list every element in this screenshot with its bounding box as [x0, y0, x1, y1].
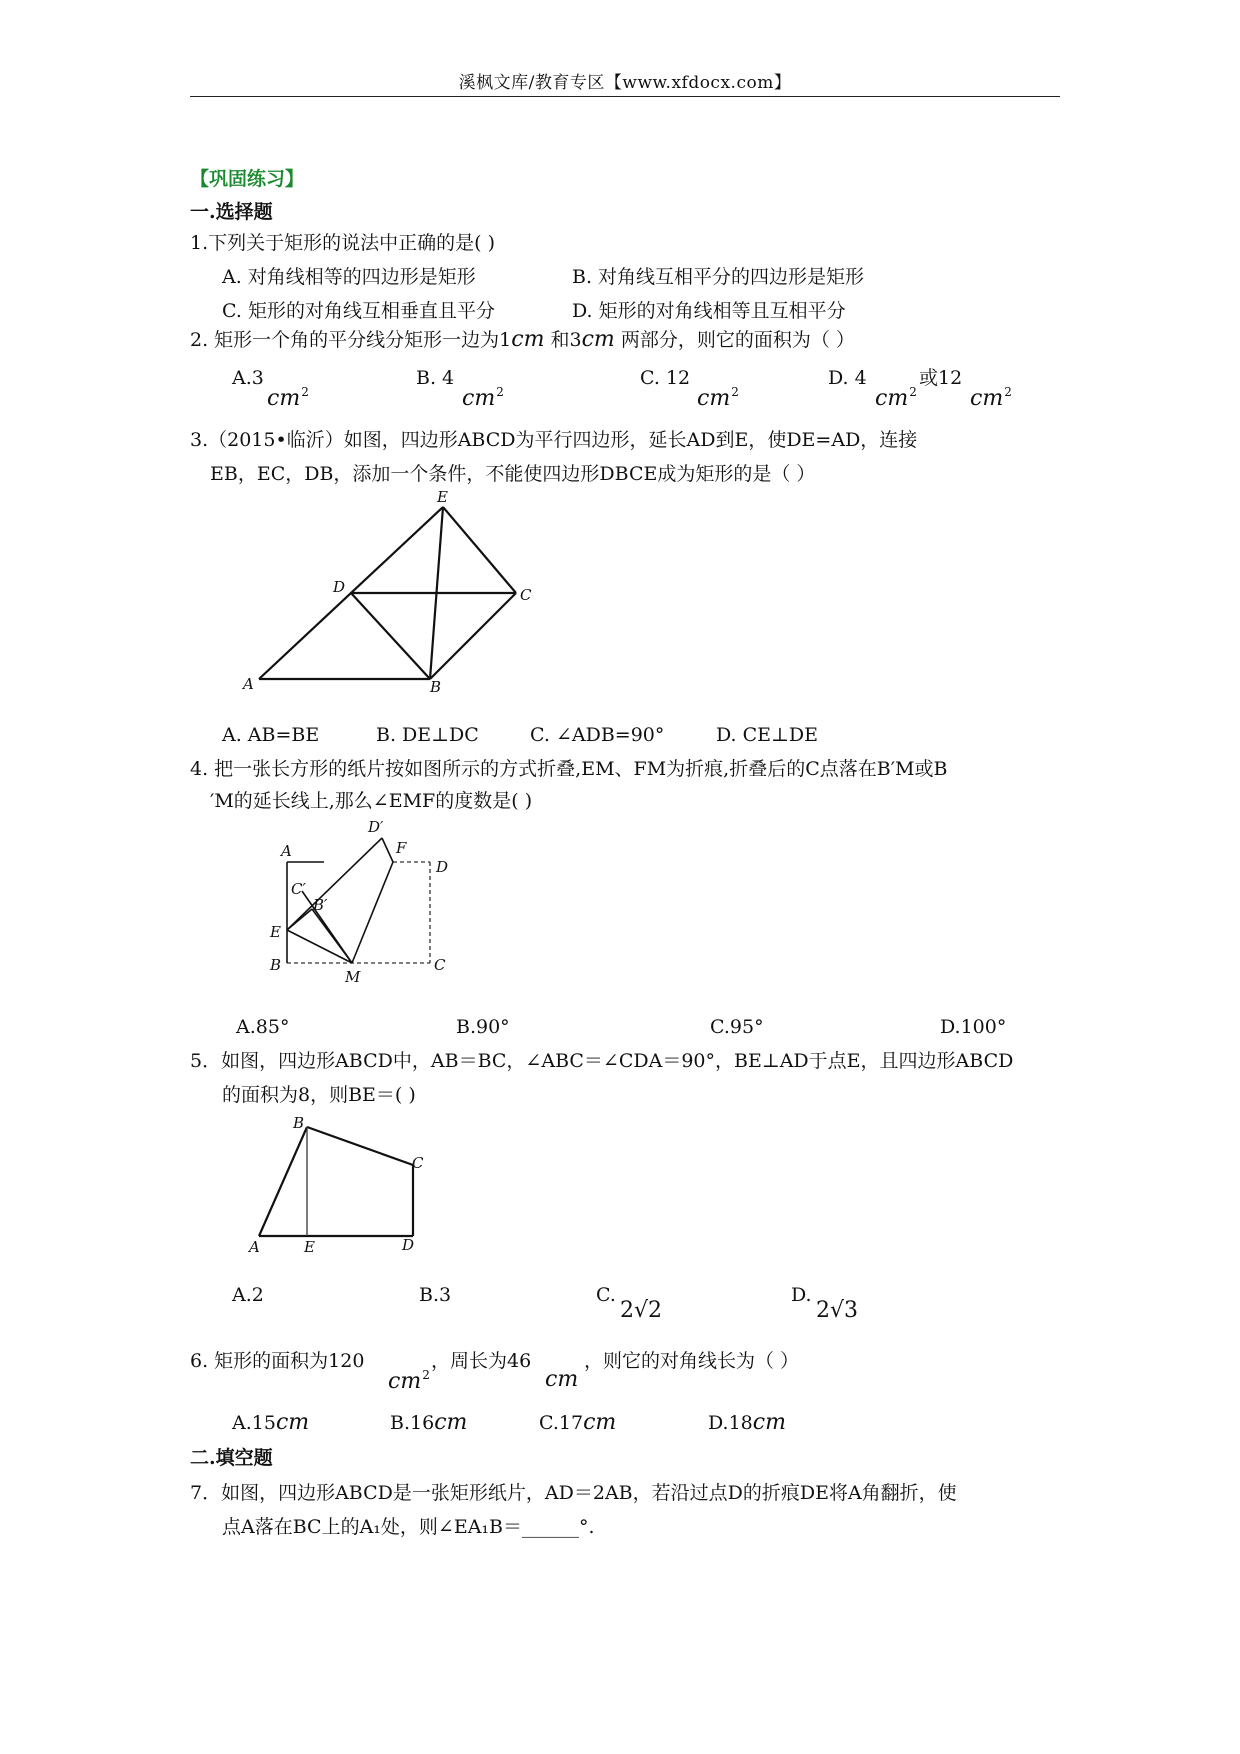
q5-label-b: B	[293, 1114, 305, 1132]
q6-option-c: C.17cm	[539, 1410, 617, 1435]
q5-label-d: D	[402, 1236, 415, 1254]
q2-option-c: C. 12	[640, 367, 691, 389]
q4-label-f: F	[396, 839, 407, 857]
q3-label-d: D	[333, 578, 346, 596]
q6-stem-part-c: ，则它的对角线长为（ ）	[584, 1350, 800, 1372]
q3-stem-line2: EB，EC，DB，添加一个条件，不能使四边形DBCE成为矩形的是（ ）	[210, 463, 816, 485]
page-header: 溪枫文库/教育专区【www.xfdocx.com】	[458, 73, 792, 93]
q5-label-c: C	[412, 1154, 424, 1172]
q6-unit-sq: $cm^2$	[388, 1368, 430, 1394]
q2-option-c-unit: $cm^2$	[697, 385, 739, 411]
q3-label-c: C	[520, 586, 532, 604]
q6-stem-part-a: 6. 矩形的面积为120	[190, 1350, 365, 1372]
q4-label-b: B	[270, 956, 282, 974]
q5-stem-line1: 5．如图，四边形ABCD中，AB＝BC，∠ABC＝∠CDA＝90°，BE⊥AD于点E，且四边形ABCD	[190, 1050, 1014, 1072]
q3-option-a: A. AB=BE	[222, 724, 320, 746]
q1-option-b: B. 对角线互相平分的四边形是矩形	[572, 266, 865, 288]
q4-option-c: C.95°	[710, 1016, 764, 1038]
q5-option-a: A.2	[232, 1284, 264, 1306]
q2-option-b-unit: $cm^2$	[462, 385, 504, 411]
q5-option-d: D.	[791, 1284, 812, 1306]
q4-stem-line2: ′M的延长线上,那么∠EMF的度数是( )	[210, 790, 533, 812]
q4-label-m: M	[345, 968, 361, 986]
q5-option-b: B.3	[419, 1284, 452, 1306]
q3-label-a: A	[243, 675, 254, 693]
section-title: 【巩固练习】	[190, 168, 305, 190]
q5-option-d-value: 2√3	[816, 1298, 859, 1323]
q3-label-b: B	[430, 678, 442, 696]
q2-option-d-unit-2: $cm^2$	[970, 385, 1012, 411]
q2-option-d-or: 或12	[919, 367, 963, 389]
q4-option-a: A.85°	[236, 1016, 290, 1038]
q3-option-d: D. CE⊥DE	[716, 724, 819, 746]
q3-stem-line1: 3.（2015•临沂）如图，四边形ABCD为平行四边形，延长AD到E，使DE=AD，连接	[190, 429, 918, 451]
q2-option-d: D. 4	[828, 367, 867, 389]
q2-unit-cm-1: cm	[511, 327, 545, 352]
part1-title: 一.选择题	[190, 201, 273, 223]
q1-option-c: C. 矩形的对角线互相垂直且平分	[222, 300, 495, 322]
q2-option-a-unit: $cm^2$	[267, 385, 309, 411]
q6-unit-cm: cm	[545, 1367, 579, 1392]
q5-label-a: A	[249, 1238, 260, 1256]
q5-stem-line2: 的面积为8，则BE＝( )	[222, 1084, 416, 1106]
q3-option-b: B. DE⊥DC	[376, 724, 479, 746]
q6-stem-part-b: ，周长为46	[431, 1350, 532, 1372]
q3-label-e: E	[437, 488, 448, 506]
q4-label-e: E	[270, 923, 281, 941]
q4-option-b: B.90°	[456, 1016, 510, 1038]
q4-stem-line1: 4. 把一张长方形的纸片按如图所示的方式折叠,EM、FM为折痕,折叠后的C点落在B′M或B	[190, 758, 948, 780]
q4-label-b-prime: B′	[313, 896, 328, 914]
q3-option-c: C. ∠ADB=90°	[530, 724, 665, 746]
q1-stem: 1.下列关于矩形的说法中正确的是( )	[190, 232, 495, 254]
q4-label-c-prime: C′	[291, 880, 306, 898]
q7-stem-line2: 点A落在BC上的A₁处，则∠EA₁B＝______°.	[222, 1516, 595, 1538]
q5-option-c-value: 2√2	[620, 1298, 663, 1323]
q2-stem-part-b: 和3	[550, 329, 582, 351]
q4-label-d-prime: D′	[368, 818, 384, 836]
q2-option-a: A.3	[232, 367, 264, 389]
part2-title: 二.填空题	[190, 1447, 273, 1469]
q2-stem-part-c: 两部分，则它的面积为（ ）	[620, 329, 855, 351]
q1-option-d: D. 矩形的对角线相等且互相平分	[572, 300, 846, 322]
q2-option-b: B. 4	[416, 367, 455, 389]
q2-stem-part-a: 2. 矩形一个角的平分线分矩形一边为1	[190, 329, 512, 351]
q5-label-e: E	[304, 1238, 315, 1256]
q4-label-d: D	[436, 858, 449, 876]
q5-option-c: C.	[596, 1284, 616, 1306]
q2-option-d-unit-1: $cm^2$	[875, 385, 917, 411]
q6-option-b: B.16cm	[390, 1410, 468, 1435]
q2-unit-cm-2: cm	[581, 327, 615, 352]
q1-option-a: A. 对角线相等的四边形是矩形	[222, 266, 476, 288]
q4-label-c: C	[434, 956, 446, 974]
q4-label-a: A	[281, 842, 292, 860]
q6-option-a: A.15cm	[232, 1410, 310, 1435]
q4-option-d: D.100°	[940, 1016, 1007, 1038]
q6-option-d: D.18cm	[708, 1410, 786, 1435]
q7-stem-line1: 7．如图，四边形ABCD是一张矩形纸片，AD＝2AB，若沿过点D的折痕DE将A角翻折，使	[190, 1482, 957, 1504]
